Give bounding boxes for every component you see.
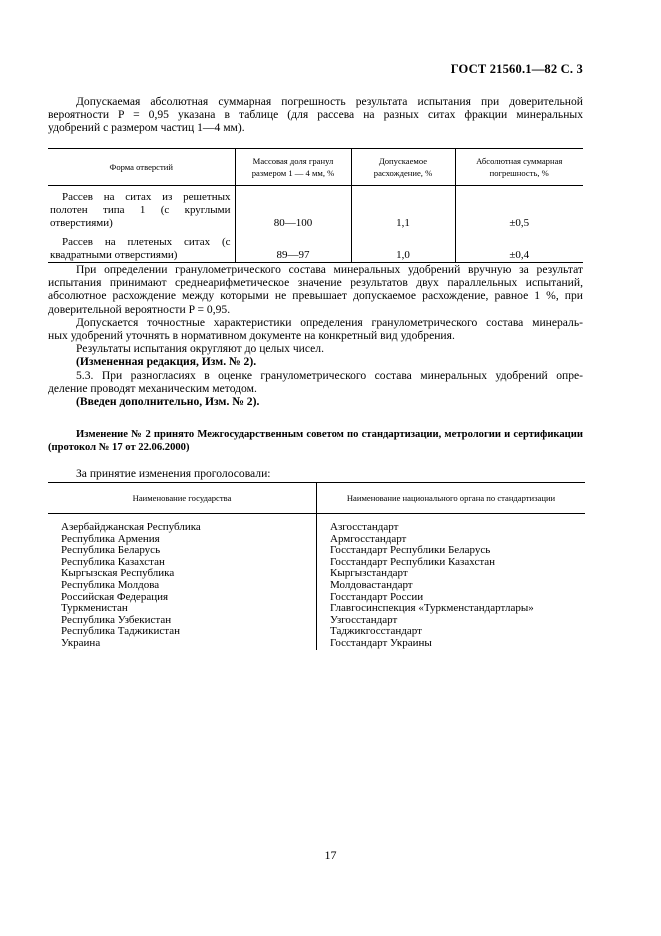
list-item: Госстандарт Республики Беларусь (330, 544, 491, 557)
list-item: Российская Федерация (61, 590, 169, 603)
states-column (48, 514, 316, 650)
column-header: Массовая доля гранул размером 1 — 4 мм, % (235, 149, 351, 186)
table-cell: 80—100 (235, 186, 351, 231)
voted-caption: За принятие изменения проголосовали: (76, 467, 271, 480)
text-line: ных удобрений уточнять в нормативном документе на конкретный вид удобрения. (48, 329, 455, 343)
list-item: Республика Молдова (61, 578, 160, 591)
table-cell: 89—97 (235, 230, 351, 263)
text-line: Изменение № 2 принято Межгосударственным советом по стандартизации, метрологии и сертификации (76, 429, 583, 440)
column-header: Форма отверстий (48, 149, 235, 186)
column-header: Наименование государства (132, 493, 232, 503)
text-line: удобрений с размером частиц 1—4 мм). (48, 121, 245, 135)
list-item: Республика Таджикистан (61, 625, 180, 638)
list-item: Молдовастандарт (330, 578, 413, 591)
addition-note: (Введен дополнительно, Изм. № 2). (76, 395, 260, 409)
intro-paragraph (48, 95, 583, 135)
bodies-column (316, 514, 585, 650)
row-label (48, 230, 235, 263)
list-item: Республика Казахстан (61, 555, 165, 568)
list-item: Таджикгосстандарт (330, 625, 422, 638)
list-item: Кыргызская Республика (61, 567, 175, 580)
text-line: 5.3. При разногласиях в оценке гранулометрического состава минеральных удобрений опре- (76, 368, 583, 382)
text-line: Рассев на ситах из решетных (62, 191, 231, 203)
column-header: Абсолютная суммарная погрешность, % (455, 149, 583, 186)
text-line: абсолютное расхождение между которыми не превышает допускаемое расхождение, равное 1 %, при (48, 289, 583, 303)
text-line: испытания принимают среднеарифметическое значение результатов двух параллельных испытаний, (48, 276, 583, 290)
list-item: Республика Армения (61, 532, 160, 545)
table-row (48, 230, 583, 263)
text-line: доверительной вероятности P = 0,95. (48, 302, 231, 316)
text-line: Рассев на плетеных ситах (с (62, 236, 231, 248)
list-item: Республика Узбекистан (61, 613, 172, 626)
list-item: Азгосстандарт (330, 521, 399, 533)
text-line: Допускаемая абсолютная суммарная погрешность результата испытания при доверительной (76, 95, 583, 108)
text-line: Допускается точностные характеристики определения гранулометрического состава минераль- (76, 315, 583, 329)
tolerance-table (48, 148, 583, 263)
list-item: Республика Беларусь (61, 544, 161, 557)
row-label (48, 186, 235, 231)
table-cell: 1,1 (351, 186, 455, 231)
list-item: Туркменистан (61, 602, 128, 615)
amendment-note (48, 428, 583, 454)
table-header-row (48, 149, 583, 186)
column-header: Наименование национального органа по стандартизации (316, 483, 585, 513)
table-cell: 1,0 (351, 230, 455, 263)
table-cell: ±0,5 (455, 186, 583, 231)
table-row (48, 186, 583, 231)
voting-table (48, 482, 585, 650)
list-item: Армгосстандарт (330, 532, 407, 545)
body-text (48, 263, 583, 408)
list-item: Госстандарт России (330, 590, 424, 603)
list-item: Госстандарт Республики Казахстан (330, 555, 496, 568)
text-line: (протокол № 17 от 22.06.2000) (48, 442, 190, 454)
table-body (48, 514, 585, 650)
column-header: Допускаемое расхождение, % (351, 149, 455, 186)
text-line: отверстиями) (50, 217, 113, 229)
text-line: квадратными отверстиями) (50, 249, 178, 261)
list-item: Кыргызстандарт (330, 567, 408, 580)
list-item: Госстандарт Украины (330, 636, 432, 649)
revision-note: (Измененная редакция, Изм. № 2). (76, 355, 257, 369)
page-number: 17 (324, 848, 337, 862)
list-item: Главгосинспекция «Туркменстандартлары» (330, 602, 534, 615)
text-line: вероятности P = 0,95 указана в таблице (для рассева на разных ситах фракции минеральных (48, 108, 583, 122)
page-header: ГОСТ 21560.1—82 С. 3 (450, 62, 583, 76)
text-line: Результаты испытания округляют до целых чисел. (76, 342, 324, 356)
text-line: При определении гранулометрического состава минеральных удобрений вручную за результат (76, 263, 583, 276)
text-line: деление проводят механическим методом. (48, 381, 257, 395)
table-cell: ±0,4 (455, 230, 583, 263)
table-header-row (48, 483, 585, 514)
text-line: полотен типа 1 (с круглыми (50, 204, 231, 216)
list-item: Украина (61, 636, 101, 649)
list-item: Узгосстандарт (330, 613, 398, 626)
list-item: Азербайджанская Республика (61, 521, 201, 533)
